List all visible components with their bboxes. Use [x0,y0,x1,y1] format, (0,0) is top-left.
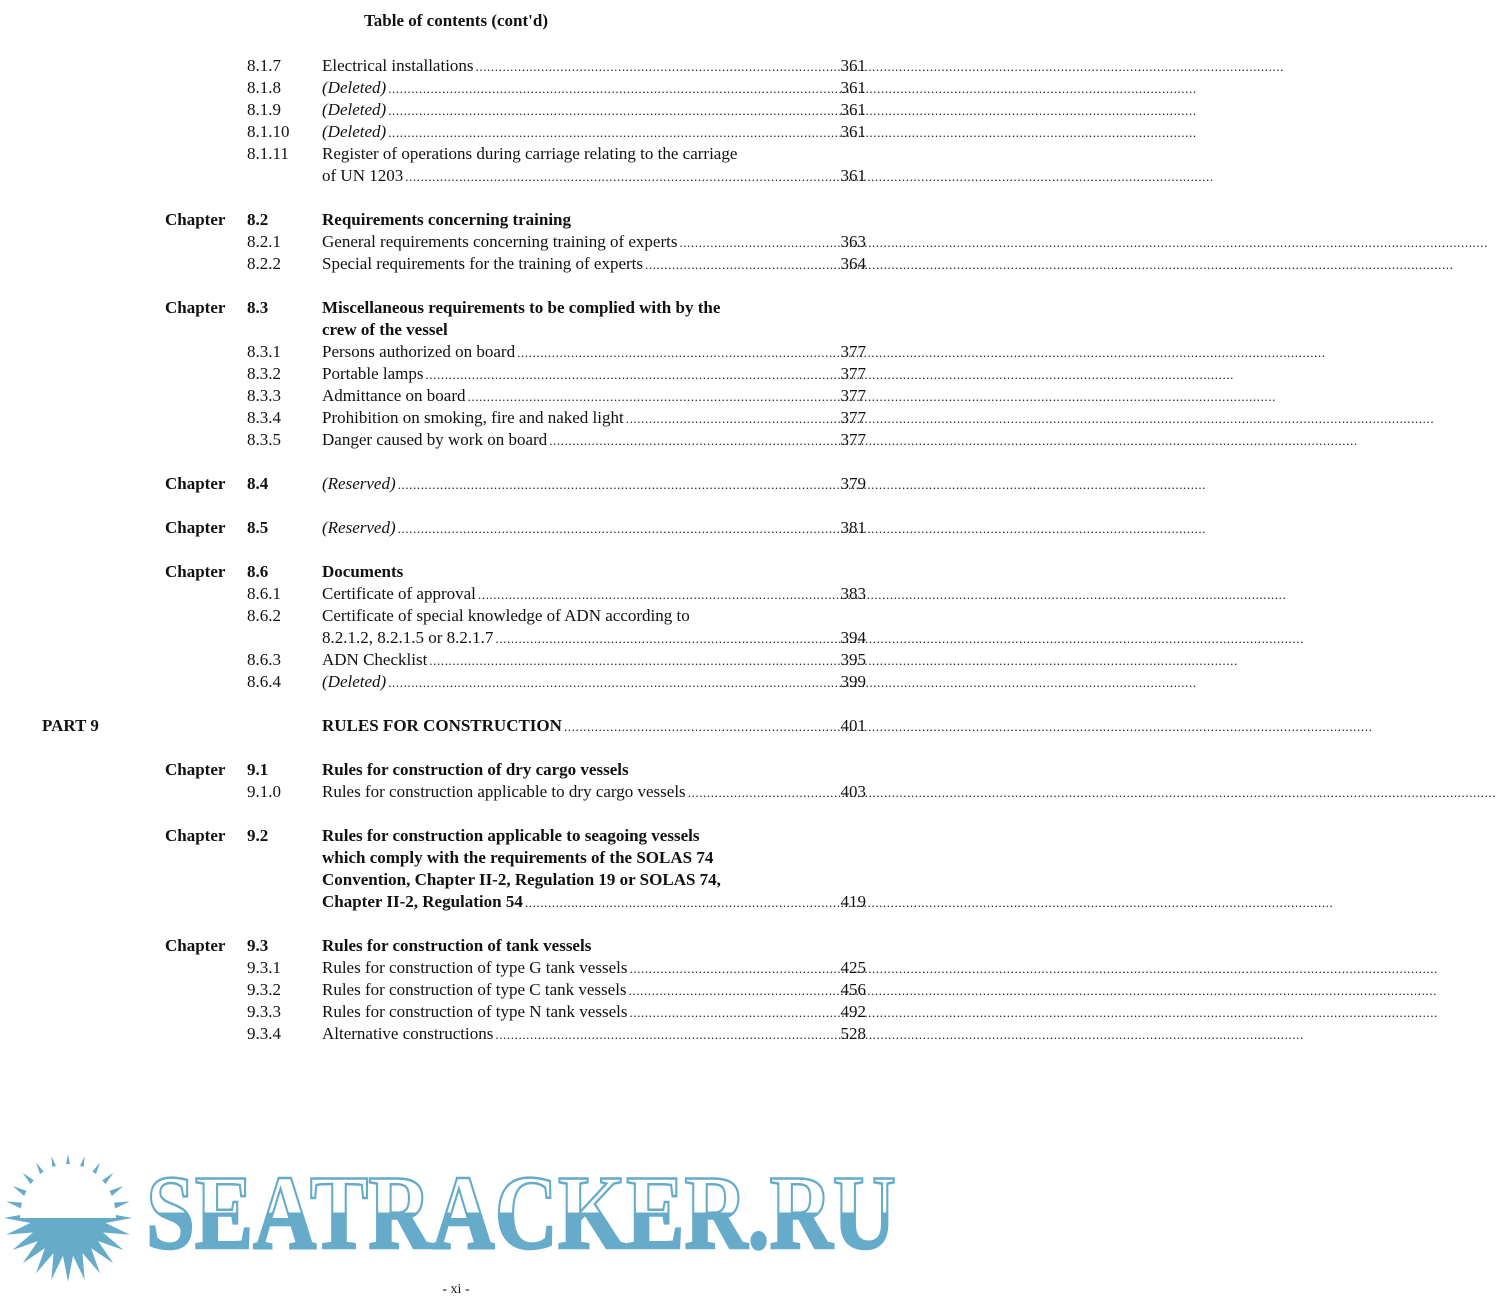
section-number: 9.3.1 [247,958,281,977]
chapter-label: Chapter [165,826,226,845]
toc-entry-row [0,781,912,803]
seatracker-watermark-logo [0,1144,912,1280]
dot-leader [525,891,1334,914]
chapter-number: 9.2 [247,826,269,845]
toc-heading-row [0,847,912,869]
toc-heading-row [0,319,912,341]
toc-entry-row [0,121,912,143]
page-ref: 361 [840,78,866,97]
entry-title [322,55,820,78]
chapter-label: Chapter [165,936,226,955]
page-ref: 377 [840,342,866,361]
page-ref: 377 [840,364,866,383]
dot-leader [405,165,1214,188]
entry-title [322,605,820,627]
entry-title [322,473,820,496]
svg-text:SEATRACKER.RU: SEATRACKER.RU [146,1154,896,1271]
entry-title [322,1001,820,1024]
entry-title [322,143,820,165]
dot-leader [495,1023,1304,1046]
dot-leader [388,671,1197,694]
toc-entry-row [0,341,912,363]
dot-leader [688,781,1496,804]
toc-entry-row [0,407,912,429]
entry-title-text: 8.2.1.2, 8.2.1.5 or 8.2.1.7 [322,628,494,647]
dot-leader [645,253,1454,276]
section-number: 8.6.1 [247,584,281,603]
toc-entry-row [0,385,912,407]
part-label: PART 9 [42,716,99,735]
toc-group [0,297,912,451]
toc-group [0,561,912,693]
page-ref: 403 [840,782,866,801]
entry-title-text: (Deleted) [322,78,387,97]
toc-entry-row [0,253,912,275]
toc-entry-row [0,649,912,671]
entry-title-text: which comply with the requirements of the SOLAS 74 [322,848,714,867]
entry-title-text: Danger caused by work on board [322,430,548,449]
entry-title-text: Rules for construction of tank vessels [322,936,592,955]
entry-title [322,297,820,319]
dot-leader [564,715,1373,738]
entry-title [322,979,820,1002]
toc-group [0,209,912,275]
section-number: 8.6.2 [247,606,281,625]
toc-heading-row [0,935,912,957]
dot-leader [629,957,1438,980]
dot-leader [629,1001,1438,1024]
chapter-number: 8.5 [247,518,269,537]
toc-entry-row [0,99,912,121]
entry-title-text: crew of the vessel [322,320,448,339]
page-ref: 377 [840,386,866,405]
entry-title-text: Alternative constructions [322,1024,494,1043]
entry-title [322,253,820,276]
entry-title-text: RULES FOR CONSTRUCTION [322,716,562,735]
toc-entry-row [0,363,912,385]
section-number: 8.3.4 [247,408,281,427]
sun-icon [4,1154,132,1282]
entry-title-text: Miscellaneous requirements to be complied with by the [322,298,721,317]
entry-title [322,715,820,738]
dot-leader [626,407,1435,430]
entry-title [322,341,820,364]
toc-entry-row [0,55,912,77]
dot-leader [388,77,1197,100]
entry-title-text: Rules for construction of type C tank vessels [322,980,627,999]
toc-entry-row [0,583,912,605]
toc-heading-row [0,891,912,913]
entry-title-text: Rules for construction of dry cargo vessels [322,760,629,779]
chapter-label: Chapter [165,210,226,229]
page-ref: 395 [840,650,866,669]
entry-title-text: Persons authorized on board [322,342,516,361]
entry-title [322,781,820,804]
chapter-number: 8.3 [247,298,269,317]
entry-title-text: Requirements concerning training [322,210,572,229]
chapter-number: 8.4 [247,474,269,493]
toc-group [0,517,912,539]
entry-title-text: Certificate of special knowledge of ADN according to [322,606,690,625]
entry-title [322,759,820,781]
entry-title-text: (Deleted) [322,122,387,141]
dot-leader [398,473,1207,496]
section-number: 9.3.2 [247,980,281,999]
entry-title [322,99,820,122]
dot-leader [495,627,1304,650]
section-number: 9.3.3 [247,1002,281,1021]
chapter-number: 9.1 [247,760,269,779]
toc-entry-row [0,957,912,979]
toc-group [0,473,912,495]
entry-title-text: Documents [322,562,404,581]
entry-title [322,935,820,957]
section-number: 8.1.8 [247,78,281,97]
entry-title [322,363,820,386]
page-ref: 381 [840,518,866,537]
toc-heading-row [0,759,912,781]
page-title: Table of contents (cont'd) [363,11,548,30]
page-ref: 425 [840,958,866,977]
toc-entry-row [0,627,912,649]
chapter-number: 9.3 [247,936,269,955]
chapter-label: Chapter [165,562,226,581]
entry-title [322,231,820,254]
dot-leader [426,363,1235,386]
toc-heading-row [0,561,912,583]
entry-title [322,121,820,144]
section-number: 8.6.3 [247,650,281,669]
toc-heading-row [0,869,912,891]
toc-group [0,759,912,803]
page-ref: 383 [840,584,866,603]
entry-title-text: Register of operations during carriage relating to the carriage [322,144,738,163]
section-number: 8.1.9 [247,100,281,119]
toc-group [0,715,912,737]
section-number: 9.3.4 [247,1024,281,1043]
toc-heading-row [0,209,912,231]
toc-heading-row [0,715,912,737]
page-ref: 399 [840,672,866,691]
section-number: 8.3.2 [247,364,281,383]
page-number: - xi - [442,1282,470,1297]
entry-title-text: Rules for construction of type G tank vessels [322,958,628,977]
dot-leader [429,649,1238,672]
toc-group [0,825,912,913]
chapter-label: Chapter [165,760,226,779]
section-number: 8.3.1 [247,342,281,361]
toc-entry-row [0,429,912,451]
toc-entry-row [0,143,912,165]
dot-leader [517,341,1326,364]
entry-title-text: (Deleted) [322,672,387,691]
toc-entry-row [0,165,912,187]
page-ref: 401 [840,716,866,735]
chapter-label: Chapter [165,474,226,493]
table-of-contents [0,55,912,1045]
page-ref: 361 [840,122,866,141]
entry-title-text: General requirements concerning training of experts [322,232,678,251]
section-number: 8.2.1 [247,232,281,251]
entry-title [322,891,820,914]
section-number: 9.1.0 [247,782,281,801]
dot-leader [476,55,1285,78]
dot-leader [478,583,1287,606]
entry-title [322,77,820,100]
page-ref: 528 [840,1024,866,1043]
page-ref: 361 [840,100,866,119]
toc-entry-row [0,1001,912,1023]
toc-group [0,935,912,1045]
toc-entry-row [0,231,912,253]
page-ref: 361 [840,56,866,75]
section-number: 8.2.2 [247,254,281,273]
entry-title [322,385,820,408]
entry-title-text: of UN 1203 [322,166,404,185]
dot-leader [549,429,1358,452]
page-ref: 377 [840,408,866,427]
toc-heading-row [0,517,912,539]
entry-title [322,1023,820,1046]
page-ref: 456 [840,980,866,999]
section-number: 8.1.10 [247,122,290,141]
entry-title [322,869,820,891]
entry-title-text: ADN Checklist [322,650,428,669]
chapter-label: Chapter [165,518,226,537]
section-number: 8.6.4 [247,672,281,691]
toc-entry-row [0,671,912,693]
section-number: 8.1.7 [247,56,281,75]
entry-title [322,847,820,869]
section-number: 8.3.3 [247,386,281,405]
dot-leader [629,979,1438,1002]
entry-title [322,649,820,672]
dot-leader [468,385,1277,408]
entry-title [322,671,820,694]
page-ref: 492 [840,1002,866,1021]
toc-group [0,55,912,187]
entry-title-text: (Reserved) [322,474,396,493]
chapter-label: Chapter [165,298,226,317]
entry-title-text: Portable lamps [322,364,424,383]
entry-title-text: Special requirements for the training of experts [322,254,643,273]
page-ref: 363 [840,232,866,251]
entry-title-text: Rules for construction applicable to dry cargo vessels [322,782,686,801]
toc-heading-row [0,825,912,847]
entry-title [322,209,820,231]
toc-entry-row [0,979,912,1001]
entry-title-text: Certificate of approval [322,584,476,603]
chapter-number: 8.2 [247,210,269,229]
entry-title-text: Convention, Chapter II-2, Regulation 19 or SOLAS 74, [322,870,721,889]
entry-title [322,319,820,341]
entry-title-text: Rules for construction applicable to seagoing vessels [322,826,700,845]
section-number: 8.3.5 [247,430,281,449]
section-number: 8.1.11 [247,144,289,163]
toc-entry-row [0,1023,912,1045]
entry-title [322,517,820,540]
entry-title [322,407,820,430]
entry-title-text: Prohibition on smoking, fire and naked light [322,408,624,427]
entry-title [322,429,820,452]
entry-title-text: Electrical installations [322,56,474,75]
page-ref: 379 [840,474,866,493]
page-ref: 361 [840,166,866,185]
dot-leader [679,231,1488,254]
page-ref: 394 [840,628,866,647]
chapter-number: 8.6 [247,562,269,581]
page-ref: 419 [840,892,866,911]
entry-title-text: Rules for construction of type N tank vessels [322,1002,628,1021]
dot-leader [398,517,1207,540]
page-ref: 377 [840,430,866,449]
entry-title [322,825,820,847]
toc-entry-row [0,605,912,627]
toc-heading-row [0,473,912,495]
entry-title [322,561,820,583]
entry-title [322,957,820,980]
entry-title-text: (Reserved) [322,518,396,537]
toc-heading-row [0,297,912,319]
entry-title [322,165,820,188]
dot-leader [388,121,1197,144]
page-ref: 364 [840,254,866,273]
entry-title-text: Chapter II-2, Regulation 54 [322,892,523,911]
entry-title [322,583,820,606]
entry-title [322,627,820,650]
toc-entry-row [0,77,912,99]
entry-title-text: (Deleted) [322,100,387,119]
entry-title-text: Admittance on board [322,386,466,405]
dot-leader [388,99,1197,122]
